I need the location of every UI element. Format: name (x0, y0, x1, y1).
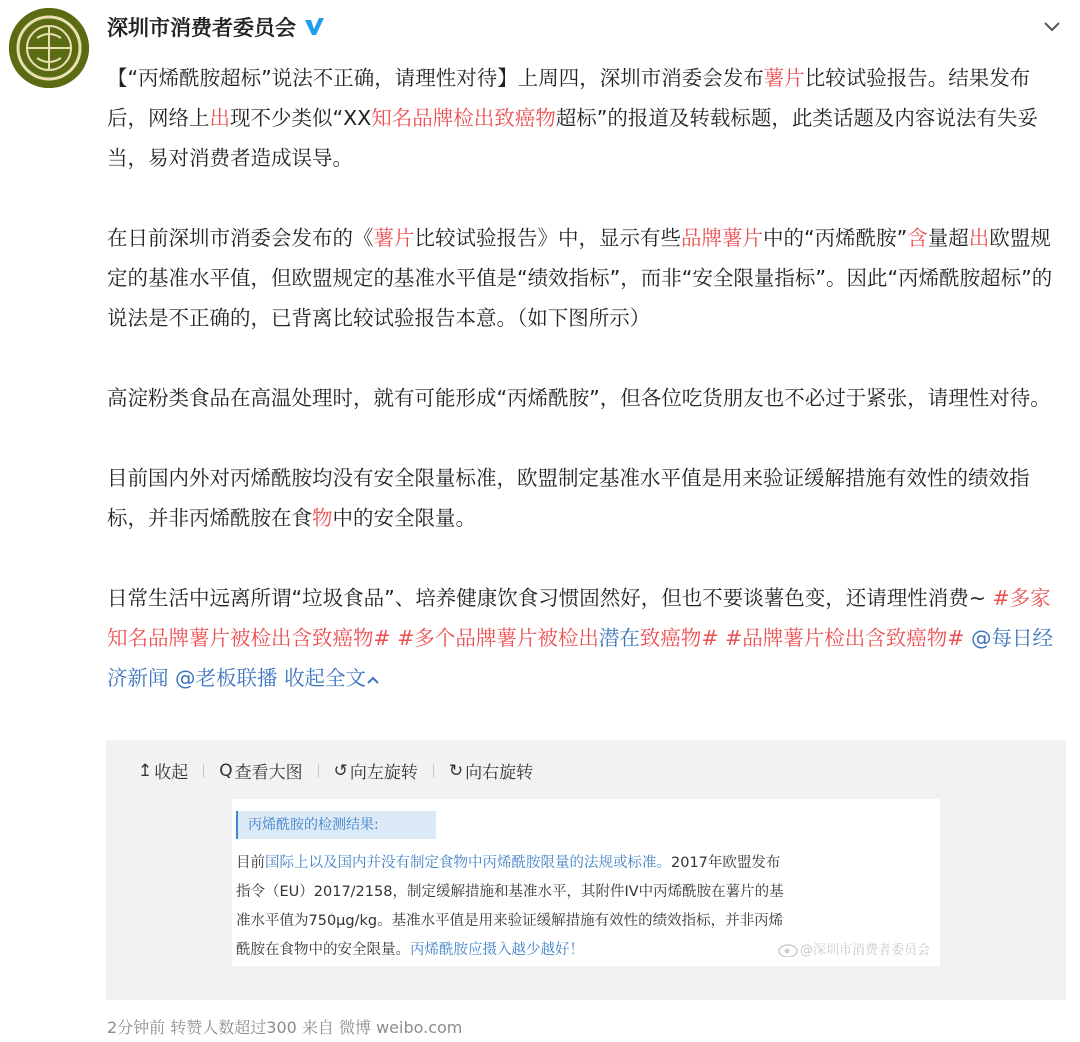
media-panel (106, 740, 1066, 1000)
collapse-label: 收起全文 (284, 666, 367, 690)
text: 中的安全限量。 (332, 506, 476, 530)
highlight-text[interactable]: 薯片 (373, 226, 415, 250)
collapse-button[interactable] (138, 758, 188, 783)
image-line: 准水平值为750μg/kg。基准水平值是用来验证缓解措施有效性的绩效指标，并非丙烯 (236, 913, 784, 929)
text: 日常生活中远离所谓“垃圾食品”、培养健康饮食习惯固然好，但也不要谈薯色变，还请理性消费~ (107, 586, 986, 610)
paragraph-3 (107, 378, 1062, 418)
chevron-up-icon (366, 675, 380, 685)
hashtag-text: #多个品牌薯片被检出 (397, 626, 599, 650)
highlight-text[interactable]: 知名品牌检出致癌物 (371, 106, 556, 130)
highlight-text[interactable]: 出 (209, 106, 230, 130)
image-heading: 丙烯酰胺的检测结果: (236, 811, 436, 839)
rotate-right-button[interactable] (449, 758, 533, 783)
post-footer (107, 1015, 462, 1038)
media-toolbar (138, 758, 533, 783)
collapse-label: 收起 (154, 763, 189, 783)
text: 现不少类似“XX (230, 106, 372, 130)
weibo-logo-icon (778, 941, 800, 957)
chevron-down-icon[interactable] (1040, 14, 1064, 38)
highlight-text[interactable]: 薯片 (763, 66, 805, 90)
highlight-text[interactable]: 含 (907, 226, 928, 250)
hashtag-link[interactable] (397, 626, 718, 650)
mention-link[interactable]: @老板联播 (175, 666, 278, 690)
text: 比较试验报告。结果发布后，网络上 (107, 66, 1031, 130)
collapse-full-text-link[interactable] (284, 666, 380, 690)
text: 量超 (927, 226, 969, 250)
rotate-right-icon: ↻ (448, 760, 464, 781)
view-large-button[interactable] (219, 758, 302, 783)
watermark-text: @深圳市消费者委员会 (799, 943, 930, 958)
mention-link[interactable]: @每日经济新闻 (107, 626, 1054, 690)
rotate-right-label: 向右旋转 (465, 763, 534, 783)
repost-count: 转赞人数超过300 (170, 1018, 297, 1037)
divider (318, 764, 319, 778)
upload-arrow-icon: ↥ (138, 760, 153, 781)
highlight-text[interactable]: 品牌薯片 (681, 226, 763, 250)
text: 目前国内外对丙烯酰胺均没有安全限量标准，欧盟制定基准水平值是用来验证缓解措施有效性的绩效指标，并非丙烯酰胺在食 (107, 466, 1030, 530)
text: 国际上以及国内并没有制定食物中丙烯酰胺限量的法规或标准。 (265, 855, 671, 871)
highlight-text[interactable]: 出 (968, 226, 990, 250)
hashtag-link[interactable]: #品牌薯片检出含致癌物# (725, 626, 965, 650)
rotate-left-button[interactable] (334, 758, 418, 783)
divider (433, 764, 434, 778)
image-line: 指令（EU）2017/2158，制定缓解措施和基准水平，其附件IV中丙烯酰胺在薯片的基 (236, 884, 784, 900)
text: 在日前深圳市消委会发布的《 (107, 226, 374, 250)
paragraph-5 (107, 578, 1062, 698)
paragraph-2 (107, 218, 1062, 338)
avatar[interactable] (9, 8, 89, 88)
view-large-label: 查看大图 (234, 763, 303, 783)
text: 酰胺在食物中的安全限量。 (236, 942, 410, 958)
text: 欧盟规定的基准水平值，但欧盟规定的基准水平值是“绩效指标”，而非“安全限量指标”。因此“丙烯酰胺超标”的说法是不正确的，已背离比较试验报告本意。（如下图所示） (107, 226, 1053, 330)
post-image[interactable] (232, 799, 940, 966)
post-text (107, 58, 1062, 698)
divider (203, 764, 204, 778)
text: 目前 (236, 855, 265, 871)
highlight-text[interactable]: 物 (312, 506, 333, 530)
image-line (236, 849, 936, 878)
rotate-left-icon: ↺ (333, 760, 348, 781)
paragraph-4 (107, 458, 1062, 538)
hashtag-link[interactable]: #多家知名品牌薯片被检出含致癌物# (107, 586, 1051, 650)
text: 高淀粉类食品在高温处理时，就有可能形成“丙烯酰胺”，但各位吃货朋友也不必过于紧张，请理性对待。 (107, 386, 1051, 410)
council-logo-icon (9, 8, 89, 88)
text: 2017年欧盟发布 (671, 855, 781, 871)
verified-badge-icon (302, 15, 326, 39)
hashtag-text: 潜在 (598, 626, 640, 650)
paragraph-1 (107, 58, 1062, 178)
text: 超标”的报道及转载标题，此类话题及内容说法有失妥当，易对消费者造成误导。 (107, 106, 1038, 170)
rotate-left-label: 向左旋转 (349, 763, 418, 783)
text: 丙烯酰胺应摄入越少越好！ (410, 942, 584, 958)
search-icon: Q (219, 760, 233, 781)
post-source[interactable]: 来自 微博 weibo.com (301, 1018, 463, 1037)
image-watermark (778, 939, 930, 958)
account-name[interactable]: 深圳市消费者委员会 (107, 16, 296, 40)
text: 中的“丙烯酰胺” (763, 226, 908, 250)
text: 比较试验报告》中，显示有些 (414, 226, 681, 250)
hashtag-text: 致癌物# (639, 626, 719, 650)
post-time[interactable]: 2分钟前 (107, 1018, 166, 1037)
text: 【“丙烯酰胺超标”说法不正确，请理性对待】上周四，深圳市消委会发布 (107, 66, 764, 90)
